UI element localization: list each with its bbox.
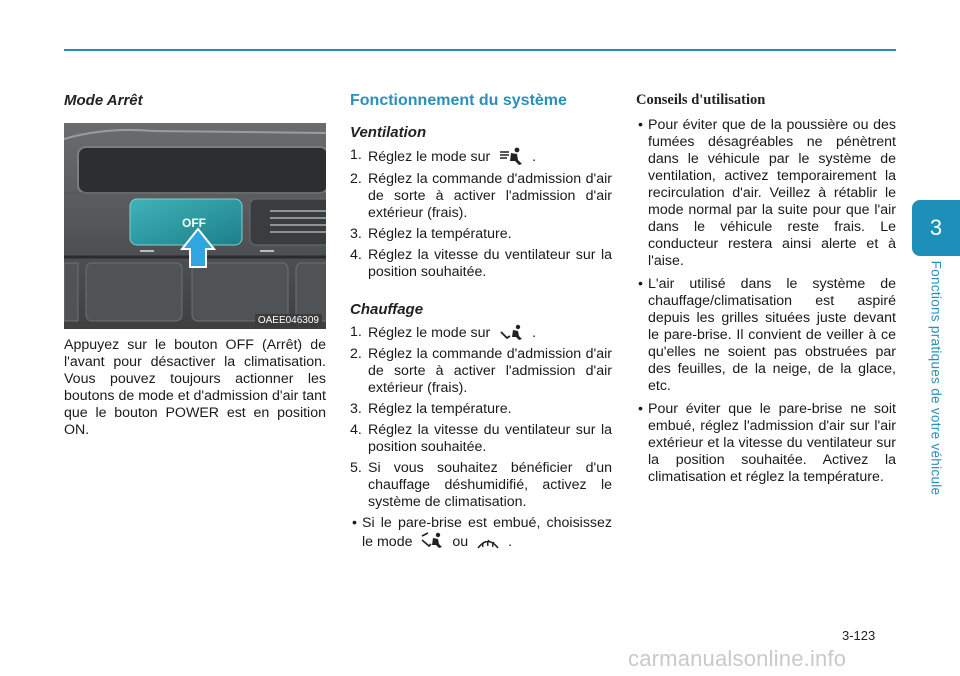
heading-mode-arret: Mode Arrêt	[64, 92, 143, 109]
chapter-number: 3	[929, 215, 943, 240]
list-item: 4. Réglez la vitesse du ventilateur sur la position souhaitée.	[350, 422, 612, 455]
list-item: 4. Réglez la vitesse du ventilateur sur la position souhaitée.	[350, 247, 612, 280]
chapter-tab	[912, 200, 960, 256]
list-item: • Pour éviter que le pare-brise ne soit embué, réglez l'admission d'air sur l'air extérieur et la vitesse du ventilateur sur la position souhaitée. Activez la climatisation et réglez la température.	[638, 401, 896, 485]
list-item: 3. Réglez la température.	[350, 226, 512, 242]
heading-fonctionnement: Fonctionnement du système	[350, 92, 567, 109]
column-mode-arret	[64, 92, 326, 439]
heading-conseils: Conseils d'utilisation	[636, 92, 766, 108]
watermark: carmanualsonline.info	[628, 646, 847, 671]
subheading-chauffage: Chauffage	[350, 301, 424, 318]
figure-off-button	[64, 123, 326, 329]
page-number: 3-123	[842, 628, 876, 643]
list-item: 2. Réglez la commande d'admission d'air de sorte à activer l'admission d'air extérieur (frais).	[350, 171, 612, 221]
floor-defrost-mode-icon	[420, 532, 444, 552]
off-button-label: OFF	[182, 216, 206, 230]
list-item: 3. Réglez la température.	[350, 401, 512, 417]
list-item: 5. Si vous souhaitez bénéficier d'un chauffage déshumidifié, activez le système de climatisation.	[350, 460, 612, 510]
vent-face-mode-icon	[498, 147, 524, 167]
column-conseils	[636, 92, 896, 492]
control-panel-illustration	[64, 123, 326, 329]
chapter-title: Fonctions pratiques de votre véhicule	[928, 260, 944, 496]
vent-floor-mode-icon	[498, 324, 524, 342]
list-item: 1. Réglez le mode sur .	[350, 147, 612, 167]
list-item: 2. Réglez la commande d'admission d'air de sorte à activer l'admission d'air extérieur (frais).	[350, 346, 612, 396]
list-item: • Pour éviter que de la poussière ou des fumées désagréables ne pénètrent dans le véhicule par le système de ventilation, activez temporairement la recirculation d'air. Veillez à rétablir le mode normal par la suite pour que l'air dans le véhicule reste frais. Le conducteur restera ainsi alerte et à l'aise.	[638, 117, 896, 269]
subheading-ventilation: Ventilation	[350, 124, 427, 141]
defrost-icon	[476, 533, 500, 551]
heating-steps	[350, 324, 612, 511]
tips-list	[636, 117, 896, 486]
heating-bullet	[350, 515, 612, 552]
header-rule	[64, 49, 896, 51]
column-fonctionnement	[350, 92, 612, 558]
ventilation-steps	[350, 147, 612, 281]
list-item: • L'air utilisé dans le système de chauffage/climatisation est aspiré depuis les grilles situées juste devant le pare-brise. Il convient de veiller à ce qu'elles ne soient pas obstruées par des feuilles, de la neige, de la glace, etc.	[638, 276, 896, 394]
list-item: 1. Réglez le mode sur .	[350, 324, 537, 341]
paragraph-mode-arret: Appuyez sur le bouton OFF (Arrêt) de l'avant pour désactiver la climatisation. Vous pouvez toujours actionner les boutons de mode et d'admission d'air tant que le bouton POWER est en position ON.	[64, 337, 326, 438]
list-item: • Si le pare-brise est embué, choisissez le mode ou .	[350, 515, 612, 552]
figure-code: OAEE046309	[255, 314, 322, 327]
